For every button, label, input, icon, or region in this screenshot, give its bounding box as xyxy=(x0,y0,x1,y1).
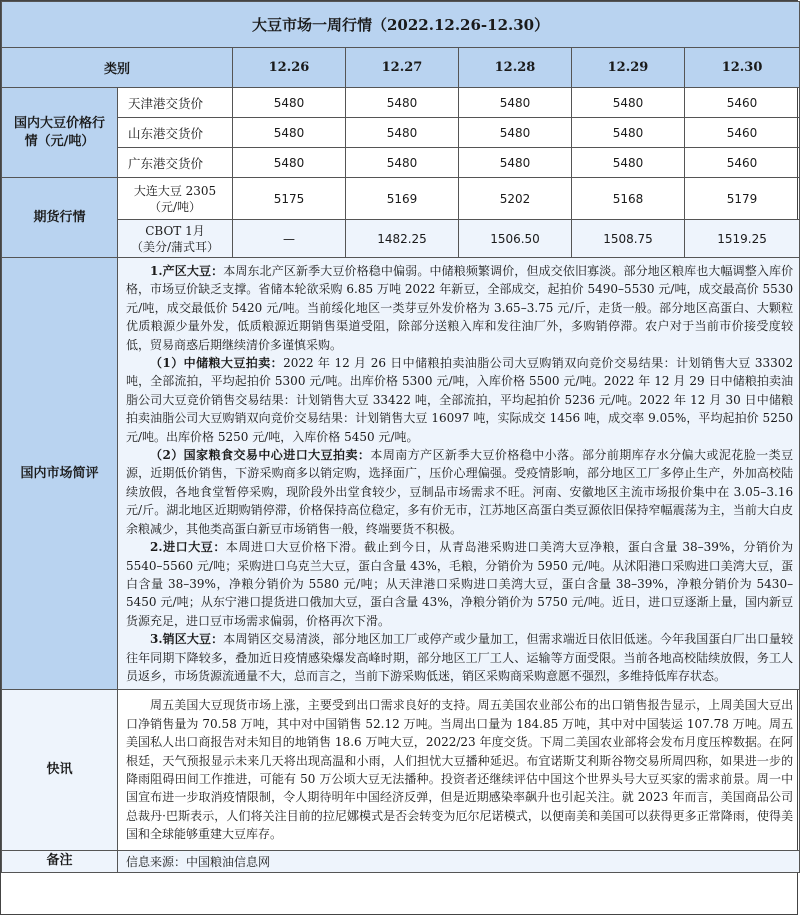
paragraph-text: 2022 年 12 月 26 日中储粮拍卖油脂公司大豆购销双向竞价交易结果：计划销售大豆 33302 吨，全部流拍，平均起拍价 5300 元/吨。出库价格 5300 元/吨，入库价格 5500 元/吨。2022 年 12 月 29 日中储粮拍卖油脂公司大豆竞价销售交易结果：计划销售大豆 33422 吨，全部流拍，平均起拍价 5236 元/吨。2022 年 12 月 30 日中储粮拍卖油脂公司大豆购销双向竞价交易结果：计划销售大豆 16097 吨，实际成交 1456 吨，成交率 9.05%，平均起拍价 5250 元/吨。出库价格 5250 元/吨，入库价格 5450 元/吨。 xyxy=(126,356,794,444)
review-paragraph xyxy=(126,630,793,685)
header-row xyxy=(2,48,800,88)
futures-name xyxy=(118,220,233,258)
price-cell: 5480 xyxy=(233,148,346,178)
remark-row xyxy=(2,850,800,872)
domestic-price-label: 国内大豆价格行情（元/吨） xyxy=(2,88,118,178)
table-row xyxy=(2,118,800,148)
row-name: 天津港交货价 xyxy=(118,88,233,118)
remark-text: 信息来源：中国粮油信息网 xyxy=(118,850,800,872)
price-cell: 5480 xyxy=(459,88,572,118)
paragraph-text: 本周东北产区新季大豆价格稳中偏弱。中储粮频繁调价，但成交依旧寡淡。部分地区粮库也大幅调整入库价格，市场豆价缺乏支撑。省储本轮欲采购 6.85 万吨 2022 年新豆，全部成交，起拍价 5490–5530 元/吨，成交最高价 5530 元/吨，成交最低价 5420 元/吨。当前绥化地区一类芽豆外发价格为 3.65–3.75 元/斤，走货一般。部分地区高蛋白、大颗粒优质粮源少量外发，低质粮源近期销售渠道受阻，除部分送粮入库和发往油厂外，多购销停滞。农户对于当前市价接受度较低，贸易商惑后期继续清价多谨慎采购。 xyxy=(126,264,794,352)
date-header: 12.26 xyxy=(233,48,346,88)
paragraph-heading: 2.进口大豆： xyxy=(150,540,226,555)
news-paragraph: 周五美国大豆现货市场上涨，主要受到出口需求良好的支持。周五美国农业部公布的出口销售报告显示，上周美国大豆出口净销售量为 70.58 万吨，其中对中国销售 52.12 万吨。当周出口量为 184.85 万吨，其中对中国装运 107.78 万吨。周五美国私人出口商报告对未知目的地销售 18.6 万吨大豆，2022/23 年度交货。下周二美国农业部将会发布月度压榨数据。在阿根廷，天气预报显示未来几天将出现高温和小雨，人们担忧大豆播种延迟。布宜诺斯艾利斯谷物交易所周四称，如果进一步的降雨阻碍田间工作推进，可能有 50 万公顷大豆无法播种。投资者还继续评估中国这个世界头号大豆买家的需求前景。周一中国宣布进一步取消疫情限制，令人期待明年中国经济反弹，但是近期感染率飙升也引起关注。就 2023 年而言，美国商品公司总裁丹·巴斯表示，人们将关注目前的拉尼娜模式是否会转变为厄尔尼诺模式，以便南美和美国可以获得更多正常降雨，使得美国和全球能够重建大豆库存。 xyxy=(126,698,794,842)
price-cell: 5480 xyxy=(346,148,459,178)
futures-label: 期货行情 xyxy=(2,178,118,258)
price-cell: 5480 xyxy=(572,148,685,178)
price-cell: 5480 xyxy=(572,88,685,118)
news-row xyxy=(2,690,800,850)
paragraph-heading: （2）国家粮食交易中心进口大豆拍卖： xyxy=(150,448,371,463)
category-header: 类别 xyxy=(2,48,233,88)
price-cell: 5480 xyxy=(459,148,572,178)
paragraph-text: 本周销区交易清淡，部分地区加工厂或停产或少量加工，但需求端近日依旧低迷。今年我国蛋白厂出口量较往年同期下降较多，叠加近日疫情感染爆发高峰时期，部分地区工厂工人、运输等方面受限。当前各地高校陆续放假，务工人员返乡，市场货源流通量不大，总而言之，当前下游采购低迷，销区采购商采购意愿不强烈，多维持低库存状态。 xyxy=(126,632,794,683)
futures-cell: 1482.25 xyxy=(346,220,459,258)
review-content xyxy=(118,258,800,690)
paragraph-text: 本周进口大豆价格下滑。截止到今日，从青岛港采购进口美湾大豆净粮，蛋白含量 38–39%，分销价为 5540–5560 元/吨；采购进口乌克兰大豆，蛋白含量 43%，毛粮，分销价为 5950 元/吨。从沭阳港口采购进口美湾大豆，蛋白含量 38–39%，净粮分销价为 5580 元/吨；从天津港口采购进口美湾大豆，蛋白含量 38–39%，净粮分销价为 5430–5450 元/吨；从东宁港口提货进口俄加大豆，蛋白含量 43%，净粮分销价为 5750 元/吨。近日，进口豆逐渐上量，国内新豆货源充足，进口豆市场需求偏弱，价格再次下滑。 xyxy=(126,540,794,628)
futures-name-line2: （元/吨） xyxy=(148,199,202,214)
futures-cell: — xyxy=(233,220,346,258)
futures-cell: 5168 xyxy=(572,178,685,220)
date-header: 12.28 xyxy=(459,48,572,88)
table-row xyxy=(2,148,800,178)
date-header: 12.29 xyxy=(572,48,685,88)
row-name: 山东港交货价 xyxy=(118,118,233,148)
paragraph-heading: （1）中储粮大豆拍卖： xyxy=(150,356,284,371)
futures-name-line1: 大连大豆 2305 xyxy=(133,183,217,198)
futures-cell: 5202 xyxy=(459,178,572,220)
price-cell: 5480 xyxy=(233,88,346,118)
row-name: 广东港交货价 xyxy=(118,148,233,178)
futures-cell: 1508.75 xyxy=(572,220,685,258)
news-label: 快讯 xyxy=(2,690,118,850)
news-content xyxy=(118,690,800,850)
date-header: 12.30 xyxy=(685,48,800,88)
paragraph-heading: 3.销区大豆： xyxy=(150,632,224,647)
review-paragraph xyxy=(126,446,793,538)
paragraph-text: 本周南方产区新季大豆价格稳中小落。部分前期库存水分偏大或泥花脸一类豆源，近期低价销售，下游采购商多以销定购，选择面广，压价心理偏强。受疫情影响，部分地区工厂多停止生产，外加高校陆续放假，各地食堂暂停采购，现阶段外出堂食较少，豆制品市场需求不旺。河南、安徽地区主流市场报价集中在 3.05–3.16 元/斤。湖北地区近期购销停滞，价格保持高位稳定，多有价无市，江苏地区高蛋白类豆源依旧保持窄幅震荡为主，当前大白皮余粮减少，其他类高蛋白新豆市场销售一般，终端要货不积极。 xyxy=(126,448,794,536)
review-paragraph xyxy=(126,354,793,446)
price-cell: 5480 xyxy=(572,118,685,148)
review-label: 国内市场简评 xyxy=(2,258,118,690)
price-cell: 5480 xyxy=(346,88,459,118)
price-cell: 5480 xyxy=(233,118,346,148)
review-paragraph xyxy=(126,538,793,630)
futures-cell: 5179 xyxy=(685,178,800,220)
table-row xyxy=(2,88,800,118)
review-paragraph xyxy=(126,262,793,354)
futures-name-line2: （美分/蒲式耳） xyxy=(130,239,220,254)
futures-cell: 5175 xyxy=(233,178,346,220)
report-title: 大豆市场一周行情（2022.12.26-12.30） xyxy=(2,2,800,48)
price-cell: 5460 xyxy=(685,88,800,118)
remark-label: 备注 xyxy=(2,850,118,872)
futures-cell: 1519.25 xyxy=(685,220,800,258)
title-row xyxy=(2,2,800,48)
futures-name-line1: CBOT 1月 xyxy=(145,223,205,238)
futures-cell: 1506.50 xyxy=(459,220,572,258)
table-row xyxy=(2,178,800,220)
price-cell: 5460 xyxy=(685,148,800,178)
paragraph-heading: 1.产区大豆： xyxy=(150,264,224,278)
table-row xyxy=(2,220,800,258)
price-cell: 5460 xyxy=(685,118,800,148)
price-cell: 5480 xyxy=(459,118,572,148)
futures-name xyxy=(118,178,233,220)
review-row xyxy=(2,258,800,690)
report-table xyxy=(1,1,800,873)
price-cell: 5480 xyxy=(346,118,459,148)
date-header: 12.27 xyxy=(346,48,459,88)
futures-cell: 5169 xyxy=(346,178,459,220)
